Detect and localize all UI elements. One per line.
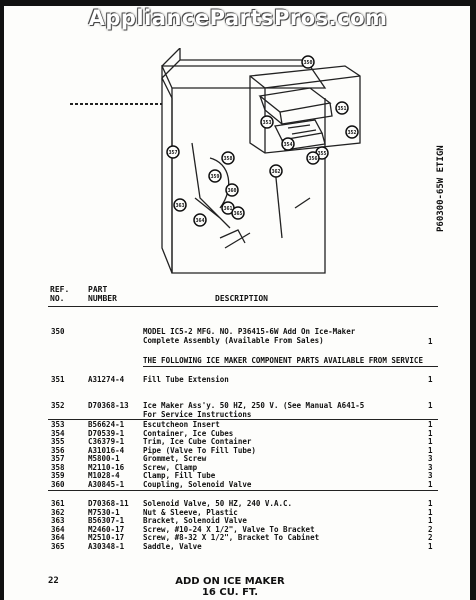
callout-356: 356	[308, 156, 318, 162]
page-number: 22	[48, 576, 59, 586]
part-number: D70368-13	[88, 401, 129, 410]
quantity: 1	[428, 516, 433, 525]
description: Nut & Sleeve, Plastic	[143, 507, 238, 517]
footer-title-line2: 16 CU. FT.	[201, 587, 259, 598]
description: Screw, #8-32 X 1/2", Bracket To Cabinet	[143, 533, 320, 542]
description: Grommet, Screw	[143, 454, 207, 463]
ref-no: 358	[51, 462, 65, 472]
description: Ice Maker Ass'y. 50 HZ, 250 V. (See Manual A641-5 For Service Instructions	[143, 401, 365, 419]
part-number: A30845-1	[88, 479, 125, 489]
callout-363: 363	[175, 203, 185, 209]
quantity: 1	[428, 445, 433, 455]
quantity: 1	[428, 479, 433, 489]
ref-no: 354	[51, 428, 65, 438]
callout-354: 354	[283, 142, 293, 148]
callout-357: 357	[168, 150, 178, 156]
part-number: B56307-1	[88, 516, 125, 525]
part-number: A31016-4	[88, 445, 125, 455]
header-rule	[48, 306, 438, 307]
callout-351: 351	[337, 106, 347, 112]
part-number: M7530-1	[88, 507, 120, 517]
description: Pipe (Valve To Fill Tube)	[143, 445, 256, 455]
footer-title	[170, 576, 290, 598]
description: Coupling, Solenoid Valve	[143, 479, 252, 489]
quantity: 1	[428, 401, 433, 410]
quantity: 2	[428, 533, 433, 542]
callout-364: 364	[195, 218, 205, 224]
callout-361: 361	[223, 206, 233, 212]
ref-no: 359	[51, 471, 65, 480]
quantity: 2	[428, 524, 433, 534]
footer-title-line1: ADD ON ICE MAKER	[175, 576, 285, 587]
ref-no: 355	[51, 437, 65, 446]
callout-358: 358	[223, 156, 233, 162]
part-number: M1028-4	[88, 471, 120, 480]
description: Screw, #10-24 X 1/2", Valve To Bracket	[143, 524, 315, 534]
description: Screw, Clamp	[143, 462, 198, 472]
ref-no: 364	[51, 524, 65, 534]
header-ref-no: REF. NO.	[50, 285, 70, 303]
part-number: M2510-17	[88, 533, 125, 542]
ref-no: 351	[51, 375, 65, 384]
callout-350: 350	[303, 60, 313, 66]
side-code: P60300-65W ETIGN	[436, 145, 446, 232]
part-number: D70368-11	[88, 499, 129, 508]
part-number: M2110-16	[88, 462, 125, 472]
ref-no: 364	[51, 533, 65, 542]
callout-352: 352	[347, 130, 357, 136]
callout-360: 360	[227, 188, 237, 194]
part-number: D70539-1	[88, 428, 125, 438]
callout-355: 355	[317, 151, 327, 157]
ref-no: 350	[51, 327, 65, 336]
quantity: 1	[428, 337, 433, 346]
ref-no: 352	[51, 401, 65, 410]
quantity: 3	[428, 471, 433, 480]
description: Saddle, Valve	[143, 541, 202, 551]
quantity: 1	[428, 499, 433, 508]
ref-no: 365	[51, 541, 65, 551]
ref-no: 360	[51, 479, 65, 489]
quantity: 3	[428, 454, 433, 463]
row-rule	[48, 490, 438, 491]
ref-no: 357	[51, 454, 65, 463]
header-description: DESCRIPTION	[215, 294, 268, 303]
part-number: C36379-1	[88, 437, 125, 446]
quantity: 1	[428, 420, 433, 429]
ref-no: 362	[51, 507, 65, 517]
callout-359: 359	[210, 174, 220, 180]
description: Clamp, Fill Tube	[143, 471, 216, 480]
quantity: 1	[428, 375, 433, 384]
part-number: A30348-1	[88, 541, 125, 551]
description: Escutcheon Insert	[143, 420, 220, 429]
scan-border-right	[470, 0, 476, 600]
quantity: 1	[428, 437, 433, 446]
part-number: M5800-1	[88, 454, 120, 463]
quantity: 3	[428, 462, 433, 472]
description: Bracket, Solenoid Valve	[143, 516, 247, 525]
quantity: 1	[428, 428, 433, 438]
part-number: B56624-1	[88, 420, 125, 429]
part-number: A31274-4	[88, 375, 125, 384]
description: Solenoid Valve, 50 HZ, 240 V.A.C.	[143, 499, 293, 508]
description: Fill Tube Extension	[143, 375, 229, 384]
watermark: AppliancePartsPros.com	[88, 6, 388, 30]
ref-no: 356	[51, 445, 65, 455]
ref-no: 361	[51, 499, 65, 508]
description: Trim, Ice Cube Container	[143, 437, 252, 446]
exploded-diagram	[60, 48, 390, 278]
ref-no: 353	[51, 420, 65, 429]
quantity: 1	[428, 541, 433, 551]
quantity: 1	[428, 507, 433, 517]
scan-border-left	[0, 0, 4, 600]
part-number: M2460-17	[88, 524, 125, 534]
section-rule	[143, 366, 438, 367]
callout-353: 353	[262, 120, 272, 126]
description: Container, Ice Cubes	[143, 428, 234, 438]
section-title: THE FOLLOWING ICE MAKER COMPONENT PARTS AVAILABLE FROM SERVICE	[143, 356, 423, 365]
header-part-number: PART NUMBER	[88, 285, 117, 303]
ref-no: 363	[51, 516, 65, 525]
callout-365: 365	[233, 211, 243, 217]
description: MODEL IC5-2 MFG. NO. P36415-6W Add On Ice-Maker Complete Assembly (Available From Sales)	[143, 327, 356, 345]
callout-362: 362	[271, 169, 281, 175]
